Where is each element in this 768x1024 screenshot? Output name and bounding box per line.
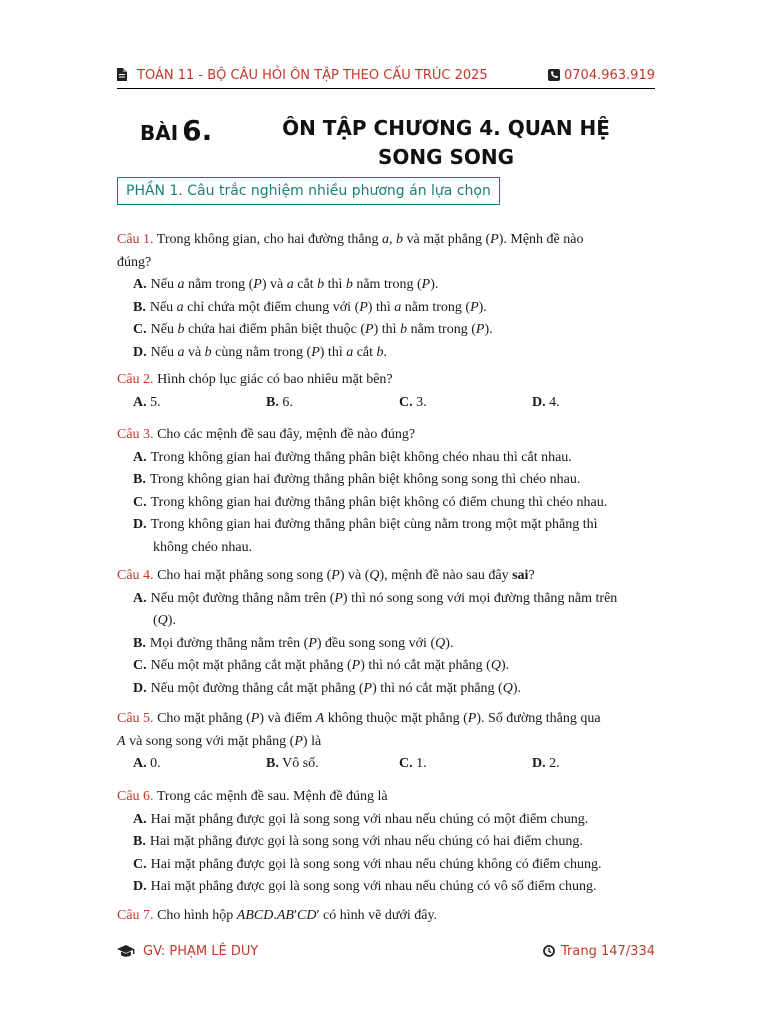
phone-icon <box>548 69 560 81</box>
option-c[interactable]: C. 1. <box>399 756 427 771</box>
part-heading: PHẦN 1. Câu trắc nghiệm nhiều phương án lựa chọn <box>117 177 500 205</box>
option-c[interactable]: C. Trong không gian hai đường thẳng phân biệt không có điểm chung thì chéo nhau. <box>133 494 608 510</box>
question-4: Câu 4. Cho hai mặt phẳng song song (P) và (Q), mệnh đề nào sau đây sai? A. Nếu một đường thẳng nằm trên (P) thì nó song song với mọi đường thẳng nằm trên (Q). B. Mọi đường thẳng nằm trên (P) đều song song với (Q). C. Nếu một mặt phẳng cắt mặt phẳng (P) thì nó cắt mặt phẳng (Q). D. Nếu một đường thẳng cắt mặt phẳng (P) thì nó cắt mặt phẳng (Q). <box>117 565 657 700</box>
option-a[interactable]: A. Trong không gian hai đường thẳng phân biệt không chéo nhau thì cắt nhau. <box>133 449 572 465</box>
option-d[interactable]: D. 2. <box>532 756 560 771</box>
option-b[interactable]: B. Hai mặt phẳng được gọi là song song với nhau nếu chúng có hai điểm chung. <box>133 834 583 849</box>
option-c[interactable]: C. Hai mặt phẳng được gọi là song song với nhau nếu chúng không có điểm chung. <box>133 856 602 872</box>
header-course: TOÁN 11 - BỘ CÂU HỎI ÔN TẬP THEO CẤU TRÚC 2025 <box>117 68 488 83</box>
option-b[interactable]: B. Mọi đường thẳng nằm trên (P) đều song song với (Q). <box>133 635 454 651</box>
option-c[interactable]: C. Nếu một mặt phẳng cắt mặt phẳng (P) thì nó cắt mặt phẳng (Q). <box>133 658 510 673</box>
option-d-continued: không chéo nhau. <box>153 539 253 555</box>
option-d[interactable]: D. Hai mặt phẳng được gọi là song song với nhau nếu chúng có vô số điểm chung. <box>133 879 597 894</box>
option-a[interactable]: A. 5. <box>133 394 161 410</box>
document-icon <box>117 68 127 81</box>
option-a[interactable]: A. Hai mặt phẳng được gọi là song song với nhau nếu chúng có một điểm chung. <box>133 811 589 827</box>
question-6: Câu 6. Trong các mệnh đề sau. Mệnh đề đúng là A. Hai mặt phẳng được gọi là song song với nhau nếu chúng có một điểm chung. B. Hai mặt phẳng được gọi là song song với nhau nếu chúng có hai điểm chung. C. Hai mặt phẳng được gọi là song song với nhau nếu chúng không có điểm chung. D. Hai mặt phẳng được gọi là song song với nhau nếu chúng có vô số điểm chung. <box>117 786 657 899</box>
option-d[interactable]: D. Nếu a và b cùng nằm trong (P) thì a cắt b. <box>133 344 388 360</box>
option-a[interactable]: A. Nếu a nằm trong (P) và a cắt b thì b nằm trong (P). <box>133 277 439 292</box>
option-a[interactable]: A. 0. <box>133 756 161 771</box>
question-label: Câu 1. <box>117 232 154 247</box>
question-label: Câu 6. <box>117 789 154 804</box>
option-d[interactable]: D. Nếu một đường thẳng cắt mặt phẳng (P) thì nó cắt mặt phẳng (Q). <box>133 680 522 696</box>
graduation-cap-icon <box>117 945 135 957</box>
option-b[interactable]: B. Nếu a chỉ chứa một điểm chung với (P) thì a nằm trong (P). <box>133 299 487 315</box>
option-a-continued: (Q). <box>153 613 176 628</box>
question-7: Câu 7. Cho hình hộp ABCD.AB′CD′ có hình vẽ dưới đây. <box>117 908 438 923</box>
question-label: Câu 2. <box>117 372 154 387</box>
page-header <box>117 66 655 89</box>
question-label: Câu 4. <box>117 568 154 583</box>
question-label: Câu 7. <box>117 908 154 923</box>
question-1: Câu 1. Trong không gian, cho hai đường thẳng a, b và mặt phẳng (P). Mệnh đề nào đúng? A. Nếu a nằm trong (P) và a cắt b thì b nằm trong (P). B. Nếu a chỉ chứa một điểm chung với (P) thì a nằm trong (P). C. Nếu b chứa hai điểm phân biệt thuộc (P) thì b nằm trong (P). D. Nếu a và b cùng nằm trong (P) thì a cắt b. <box>117 229 657 364</box>
option-b[interactable]: B. Trong không gian hai đường thẳng phân biệt không song song thì chéo nhau. <box>133 472 581 487</box>
option-c[interactable]: C. 3. <box>399 394 427 410</box>
question-label: Câu 5. <box>117 711 154 726</box>
question-3: Câu 3. Cho các mệnh đề sau đây, mệnh đề nào đúng? A. Trong không gian hai đường thẳng phân biệt không chéo nhau thì cắt nhau. B. Trong không gian hai đường thẳng phân biệt không song song thì chéo nhau. C. Trong không gian hai đường thẳng phân biệt không có điểm chung thì chéo nhau. D. Trong không gian hai đường thẳng phân biệt cùng nằm trong một mặt phẳng thì không chéo nhau. <box>117 424 657 559</box>
option-d[interactable]: D. 4. <box>532 394 560 410</box>
lesson-number: BÀI 6. <box>140 114 213 147</box>
clock-icon <box>543 945 555 957</box>
page-footer <box>117 944 655 964</box>
question-5: Câu 5. Cho mặt phẳng (P) và điểm A không thuộc mặt phẳng (P). Số đường thẳng qua A và song song với mặt phẳng (P) là A. 0. B. Vô số. C. 1. D. 2. <box>117 708 657 776</box>
footer-page: Trang 147/334 <box>543 944 655 959</box>
chapter-title: ÔN TẬP CHƯƠNG 4. QUAN HỆ SONG SONG <box>282 116 610 169</box>
option-b[interactable]: B. Vô số. <box>266 756 319 771</box>
option-d[interactable]: D. Trong không gian hai đường thẳng phân biệt cùng nằm trong một mặt phẳng thì <box>133 517 598 532</box>
option-b[interactable]: B. 6. <box>266 394 293 410</box>
question-label: Câu 3. <box>117 427 154 442</box>
footer-teacher: GV: PHẠM LÊ DUY <box>117 944 258 959</box>
question-2: Câu 2. Hình chóp lục giác có bao nhiêu mặt bên? A. 5. B. 6. C. 3. D. 4. <box>117 369 657 414</box>
option-c[interactable]: C. Nếu b chứa hai điểm phân biệt thuộc (P) thì b nằm trong (P). <box>133 322 493 337</box>
option-a[interactable]: A. Nếu một đường thẳng nằm trên (P) thì nó song song với mọi đường thẳng nằm trên <box>133 590 618 606</box>
header-phone: 0704.963.919 <box>548 68 655 83</box>
